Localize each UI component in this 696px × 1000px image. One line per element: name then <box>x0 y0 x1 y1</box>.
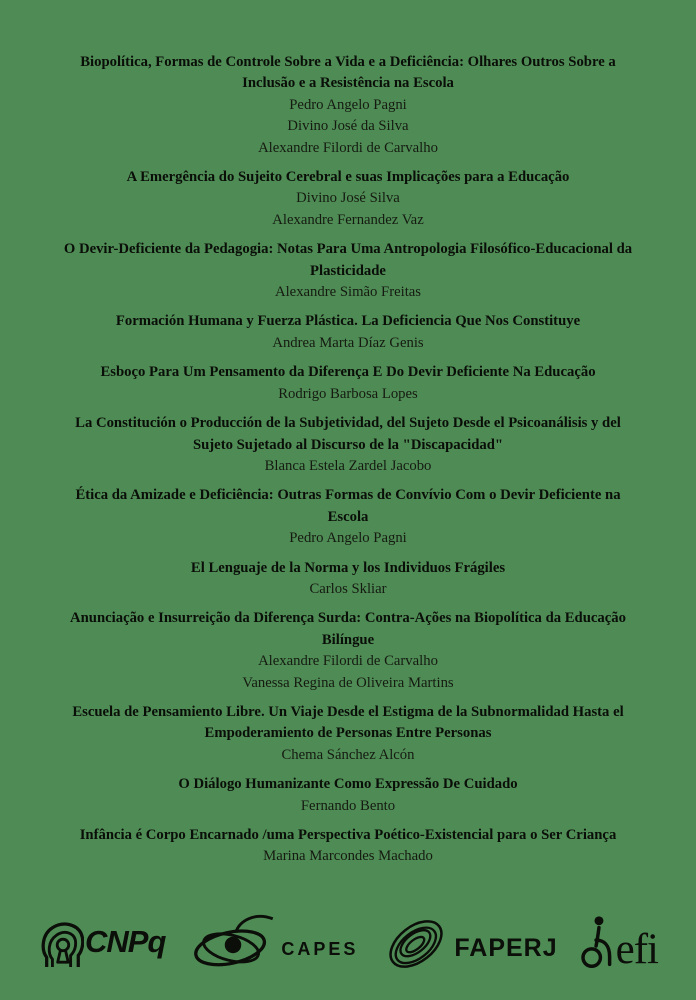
entry-title: Ética da Amizade e Deficiência: Outras Formas de Convívio Com o Devir Deficiente na Escola <box>75 487 621 525</box>
program-entry <box>62 558 634 601</box>
program-entry <box>62 311 634 354</box>
program-entry <box>62 774 634 817</box>
entry-author: Pedro Angelo Pagni <box>289 96 407 113</box>
capes-wordmark: CAPES <box>281 938 359 959</box>
cnpq-wordmark: CNPq <box>85 924 166 959</box>
faperj-logo <box>380 909 557 979</box>
program-entry <box>62 825 634 868</box>
capes-logo <box>187 912 358 976</box>
program-entry <box>62 608 634 694</box>
program-entry <box>62 362 634 405</box>
defi-figure-icon <box>580 914 616 974</box>
entry-title: Esboço Para Um Pensamento da Diferença E Do Devir Deficiente Na Educação <box>100 364 596 381</box>
entry-title: El Lenguaje de la Norma y los Individuos Frágiles <box>190 559 506 576</box>
program-entry <box>62 167 634 231</box>
program-entry <box>62 485 634 549</box>
entry-author: Divino José da Silva <box>287 118 409 135</box>
faperj-wordmark: FAPERJ <box>454 933 558 962</box>
entry-title: La Constitución o Producción de la Subjetividad, del Sujeto Desde el Psicoanálisis y del Sujeto Sujetado al Discurso de la "Discapacidad" <box>75 415 621 453</box>
entry-author: Fernando Bento <box>300 797 396 814</box>
table-of-contents <box>62 52 634 876</box>
faperj-spiral-icon <box>380 909 452 979</box>
entry-author: Pedro Angelo Pagni <box>289 530 407 547</box>
program-entry <box>62 702 634 766</box>
defi-wordmark: efi <box>615 926 658 973</box>
entry-author: Rodrigo Barbosa Lopes <box>278 385 418 402</box>
capes-orbit-icon <box>187 912 279 976</box>
sponsor-logos <box>40 906 658 982</box>
entry-author: Chema Sánchez Alcón <box>281 746 415 763</box>
entry-author: Vanessa Regina de Oliveira Martins <box>242 674 454 691</box>
program-entry <box>62 413 634 477</box>
entry-author: Blanca Estela Zardel Jacobo <box>264 457 432 474</box>
program-entry <box>62 239 634 303</box>
entry-author: Alexandre Filordi de Carvalho <box>258 139 438 156</box>
cnpq-head-icon <box>40 920 84 968</box>
defi-logo <box>580 914 658 974</box>
entry-author: Marina Marcondes Machado <box>263 848 433 865</box>
entry-title: A Emergência do Sujeito Cerebral e suas Implicações para a Educação <box>126 169 570 186</box>
entry-author: Alexandre Simão Freitas <box>274 284 422 301</box>
entry-title: Infância é Corpo Encarnado /uma Perspectiva Poético-Existencial para o Ser Criança <box>79 827 617 843</box>
entry-author: Alexandre Fernandez Vaz <box>272 211 424 228</box>
entry-title: Biopolítica, Formas de Controle Sobre a Vida e a Deficiência: Olhares Outros Sobre a Inclusão e a Resistência na Escola <box>80 54 616 92</box>
cnpq-logo <box>40 920 165 968</box>
entry-author: Divino José Silva <box>296 190 400 207</box>
entry-title: O Diálogo Humanizante Como Expressão De Cuidado <box>178 776 518 793</box>
entry-title: Anunciação e Insurreição da Diferença Surda: Contra-Ações na Biopolítica da Educação Bilíngue <box>70 610 626 648</box>
entry-author: Carlos Skliar <box>309 580 387 597</box>
entry-title: Formación Humana y Fuerza Plástica. La Deficiencia Que Nos Constituye <box>115 313 581 330</box>
entry-title: Escuela de Pensamiento Libre. Un Viaje Desde el Estigma de la Subnormalidad Hasta el Empoderamiento de Personas Entre Personas <box>72 703 624 742</box>
program-entry <box>62 52 634 159</box>
entry-title: O Devir-Deficiente da Pedagogia: Notas Para Uma Antropologia Filosófico-Educacional da Plasticidade <box>63 241 633 279</box>
entry-author: Alexandre Filordi de Carvalho <box>258 653 438 670</box>
entry-author: Andrea Marta Díaz Genis <box>272 334 424 351</box>
